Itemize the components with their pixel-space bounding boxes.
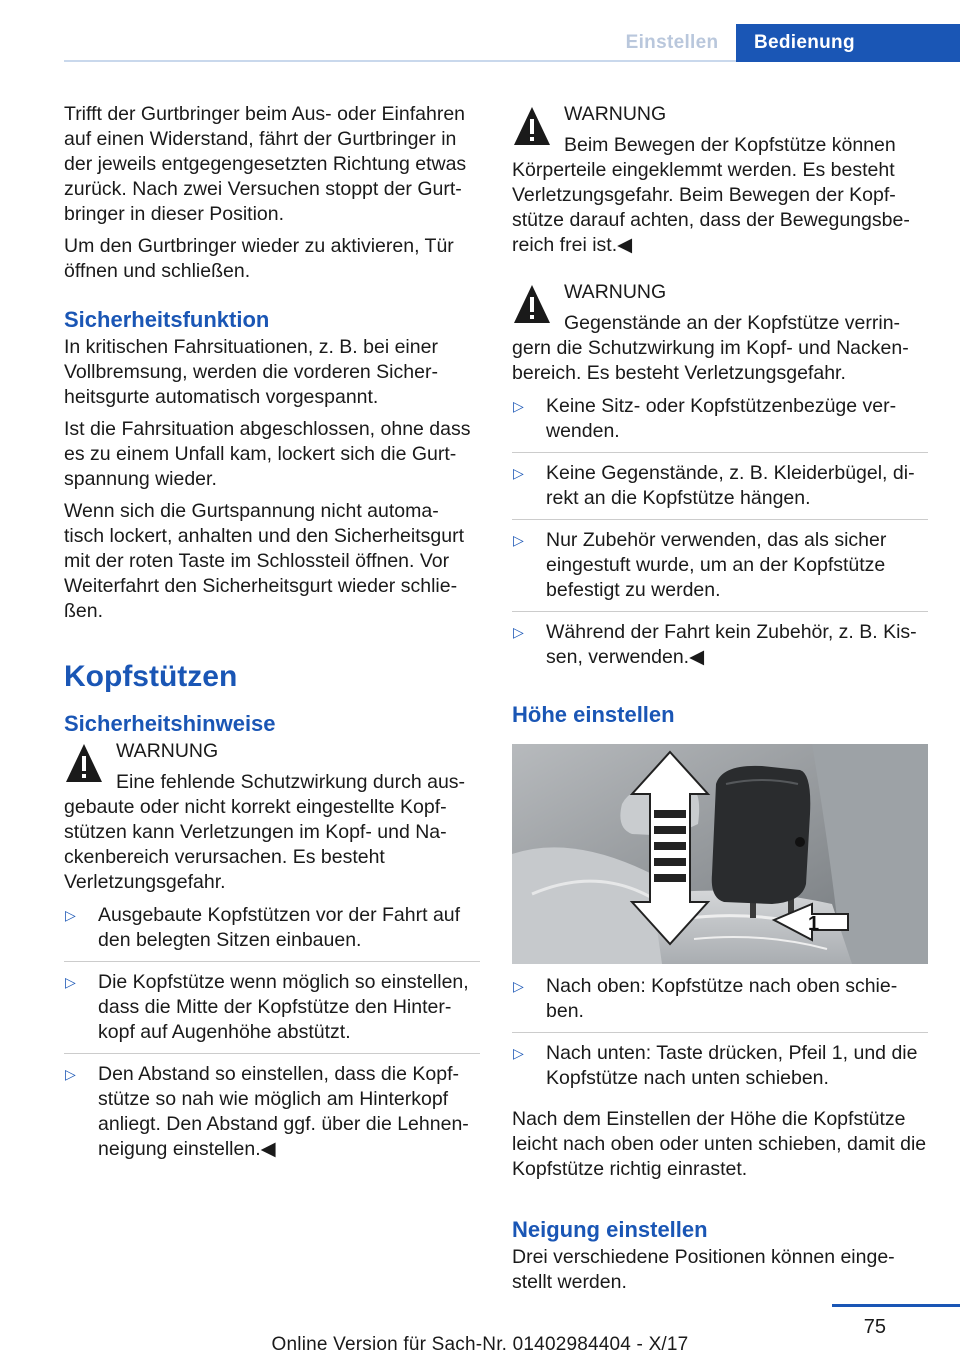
triangle-right-bullet-icon: ▷ bbox=[513, 532, 524, 548]
list-item-text: Keine Gegenstände, z. B. Kleiderbügel, di‐ rekt an die Kopfstütze hängen. bbox=[546, 462, 915, 509]
warning-triangle-icon bbox=[512, 282, 552, 326]
list-item bbox=[512, 1041, 928, 1099]
triangle-right-bullet-icon: ▷ bbox=[65, 974, 76, 990]
warning-triangle-icon bbox=[512, 104, 552, 148]
list-item-text: Nach unten: Taste drücken, Pfeil 1, und die Kopfstütze nach unten schieben. bbox=[546, 1042, 918, 1089]
paragraph: Um den Gurtbringer wieder zu aktivieren, Tür öffnen und schließen. bbox=[64, 235, 454, 282]
list-item-text: Die Kopfstütze wenn möglich so einstellen, dass die Mitte der Kopfstütze den Hinter‐ kopf auf Augenhöhe abstützt. bbox=[98, 971, 469, 1043]
list-item-text: Den Abstand so einstellen, dass die Kopf‐ stütze so nah wie möglich am Hinterkopf anliegt. Den Abstand ggf. über die Lehnen‐ neigung einstellen.◀ bbox=[98, 1063, 469, 1160]
paragraph: Trifft der Gurtbringer beim Aus- oder Einfahren auf einen Widerstand, fährt der Gurtbringer in der jeweils entgegengesetzten Richtung etwas zurück. Nach zwei Versuchen stoppt der Gurt‐ bringer in dieser Position. bbox=[64, 103, 467, 225]
warning-block bbox=[512, 280, 928, 386]
list-item-text: Nach oben: Kopfstütze nach oben schie‐ ben. bbox=[546, 975, 898, 1022]
heading-sicherheitsfunktion: Sicherheitsfunktion bbox=[64, 307, 270, 332]
bullet-list bbox=[512, 974, 928, 1099]
left-column bbox=[64, 102, 480, 1178]
triangle-right-bullet-icon: ▷ bbox=[513, 1045, 524, 1061]
heading-hoehe-einstellen: Höhe einstellen bbox=[512, 702, 675, 727]
list-item bbox=[512, 394, 928, 453]
header-tab-bedienung[interactable]: Bedienung bbox=[736, 24, 960, 62]
triangle-right-bullet-icon: ▷ bbox=[513, 398, 524, 414]
list-item bbox=[512, 620, 928, 678]
paragraph: Wenn sich die Gurtspannung nicht automa‐ tisch lockert, anhalten und den Sicherheitsgurt mit der roten Taste im Schlossteil öffnen. Vor Weiterfahrt den Sicherheitsgurt wieder schlie‐ ßen. bbox=[64, 500, 464, 622]
triangle-right-bullet-icon: ▷ bbox=[65, 907, 76, 923]
bullet-list bbox=[512, 394, 928, 678]
headrest-illustration bbox=[512, 744, 928, 964]
list-item-text: Während der Fahrt kein Zubehör, z. B. Kis‐ sen, verwenden.◀ bbox=[546, 621, 917, 668]
warning-title: WARNUNG bbox=[564, 103, 667, 125]
right-column bbox=[512, 102, 928, 1302]
page-number: 75 bbox=[863, 1316, 886, 1338]
heading-sicherheitshinweise: Sicherheitshinweise bbox=[64, 711, 276, 736]
footer-online-version: Online Version für Sach-Nr. 01402984404 - X/17 bbox=[271, 1334, 689, 1355]
paragraph: In kritischen Fahrsituationen, z. B. bei einer Vollbremsung, werden die vorderen Sicher‐ heitsgurte automatisch vorgespannt. bbox=[64, 336, 438, 408]
heading-neigung-einstellen: Neigung einstellen bbox=[512, 1217, 708, 1242]
warning-triangle-icon bbox=[64, 741, 104, 785]
warning-body: Beim Bewegen der Kopfstütze können Körperteile eingeklemmt werden. Es besteht Verletzungsgefahr. Beim Bewegen der Kopf‐ stütze darauf achten, dass der Bewegungsbe‐ reich frei ist.◀ bbox=[512, 134, 910, 256]
list-item bbox=[64, 903, 480, 962]
figure-label-1: 1 bbox=[808, 913, 820, 935]
list-item bbox=[512, 461, 928, 520]
warning-title: WARNUNG bbox=[564, 281, 667, 303]
headrest-figure bbox=[512, 744, 928, 964]
paragraph: Drei verschiedene Positionen können einge‐ stellt werden. bbox=[512, 1246, 895, 1293]
triangle-right-bullet-icon: ▷ bbox=[65, 1066, 76, 1082]
list-item-text: Ausgebaute Kopfstützen vor der Fahrt auf den belegten Sitzen einbauen. bbox=[98, 904, 461, 951]
triangle-right-bullet-icon: ▷ bbox=[513, 465, 524, 481]
triangle-right-bullet-icon: ▷ bbox=[513, 624, 524, 640]
list-item-text: Keine Sitz- oder Kopfstützenbezüge ver‐ wenden. bbox=[546, 395, 897, 442]
footer-rule bbox=[832, 1304, 960, 1307]
list-item-text: Nur Zubehör verwenden, das als sicher eingestuft wurde, um an der Kopfstütze befestigt zu werden. bbox=[546, 529, 887, 601]
warning-body: Eine fehlende Schutzwirkung durch aus‐ gebaute oder nicht korrekt eingestellte Kopf‐ stützen kann Verletzungen im Kopf- und Na‐ ckenbereich verursachen. Es besteht Verletzungsgefahr. bbox=[64, 771, 466, 893]
heading-kopfstuetzen: Kopfstützen bbox=[64, 660, 238, 693]
warning-title: WARNUNG bbox=[116, 740, 219, 762]
warning-body: Gegenstände an der Kopfstütze verrin‐ gern die Schutzwirkung im Kopf- und Nacken‐ bereich. Es besteht Verletzungsgefahr. bbox=[512, 312, 909, 384]
header-tab-einstellen[interactable]: Einstellen bbox=[625, 32, 719, 53]
list-item bbox=[512, 974, 928, 1033]
warning-block bbox=[64, 739, 480, 895]
list-item bbox=[64, 1062, 480, 1170]
triangle-right-bullet-icon: ▷ bbox=[513, 978, 524, 994]
list-item bbox=[64, 970, 480, 1054]
paragraph: Nach dem Einstellen der Höhe die Kopfstütze leicht nach oben oder unten schieben, damit die Kopfstütze richtig einrastet. bbox=[512, 1108, 927, 1180]
bullet-list bbox=[64, 903, 480, 1170]
list-item bbox=[512, 528, 928, 612]
warning-block bbox=[512, 102, 928, 258]
paragraph: Ist die Fahrsituation abgeschlossen, ohne dass es zu einem Unfall kam, lockert sich die Gurt‐ spannung wieder. bbox=[64, 418, 471, 490]
